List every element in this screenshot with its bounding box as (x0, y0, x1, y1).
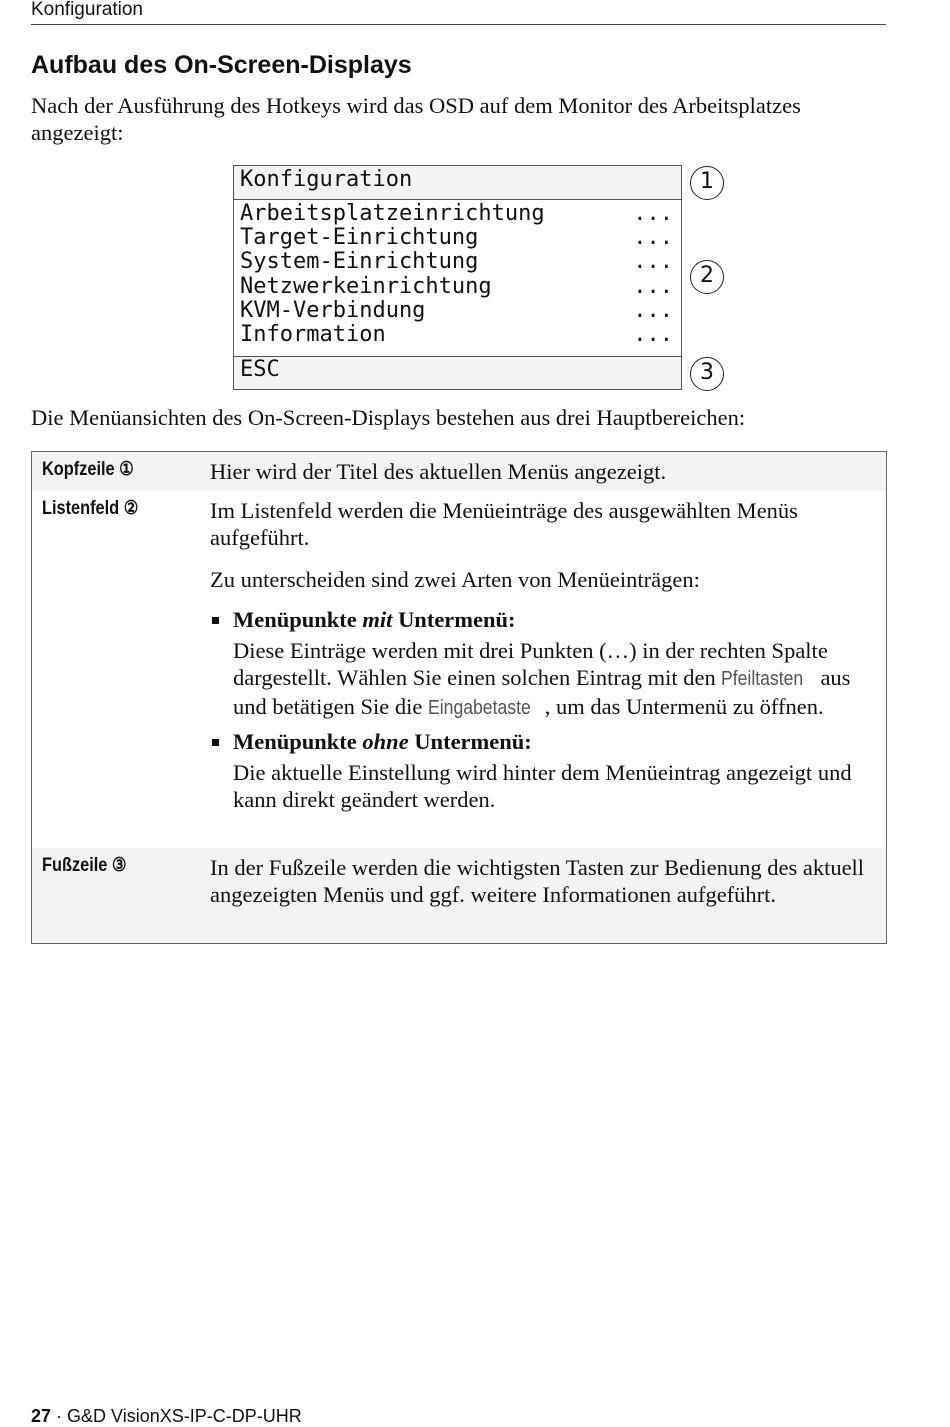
description-listenfeld (210, 497, 878, 813)
osd-item-dots: ... (633, 201, 673, 226)
summary-paragraph: Die Menüansichten des On-Screen-Displays bestehen aus drei Hauptbereichen: (31, 405, 746, 430)
osd-item (234, 226, 681, 250)
term-fusszeile: Fußzeile ③ (42, 855, 127, 876)
listenfeld-text-2: Zu unterscheiden sind zwei Arten von Menüeinträgen: (210, 567, 700, 592)
footer-separator: · (51, 1406, 68, 1426)
osd-item-dots: ... (633, 273, 673, 299)
running-head: Konfiguration (31, 0, 886, 25)
description-fusszeile (210, 854, 878, 908)
callout-1: 1 (690, 166, 724, 200)
osd-item-label: KVM-Verbindung (240, 297, 426, 323)
intro-paragraph: Nach der Ausführung des Hotkeys wird das OSD auf dem Monitor des Arbeitsplatzes angezeigt: (31, 93, 801, 145)
bullet-square-icon (212, 617, 219, 624)
bullet-body: Die aktuelle Einstellung wird hinter dem Menüeintrag angezeigt und kann direkt geändert werden. (233, 760, 852, 812)
osd-item-label: Information (240, 321, 386, 347)
osd-header: Konfiguration (234, 166, 681, 200)
bullet-square-icon (212, 739, 219, 746)
osd-item-label: Arbeitsplatzeinrichtung (240, 201, 545, 226)
definition-row-kopfzeile (32, 452, 886, 491)
definition-row-listenfeld (32, 491, 886, 848)
key-enter: Eingabetaste (427, 697, 531, 719)
osd-item (234, 202, 681, 226)
definitions-table (31, 451, 887, 944)
osd-list (234, 202, 681, 356)
bullet-body: Diese Einträge werden mit drei Punkten (…) in der rechten Spalte dargestellt. Wählen Sie einen solchen Eintrag mit den Pfeiltasten aus und betätigen Sie die Eingabetaste , um das Untermenü zu öffnen. (233, 637, 878, 722)
fusszeile-text: In der Fußzeile werden die wichtigsten Tasten zur Bedienung des aktuell angezeigten Menüs und ggf. weitere Informationen aufgeführt. (210, 855, 865, 907)
bullet-with-submenu (210, 606, 878, 722)
osd-item-dots: ... (633, 249, 673, 275)
osd-screen (233, 165, 682, 390)
definition-row-fusszeile (32, 848, 886, 943)
osd-item-label: Target-Einrichtung (240, 225, 479, 251)
bullet-heading: Menüpunkte mit Untermenü: (233, 607, 516, 632)
page-footer (31, 1406, 302, 1426)
product-name: G&D VisionXS-IP-C-DP-UHR (67, 1406, 302, 1426)
osd-item-dots: ... (633, 321, 673, 347)
osd-footer: ESC (234, 356, 681, 389)
section-title: Aufbau des On-Screen-Displays (31, 51, 412, 79)
osd-item-dots: ... (633, 225, 673, 251)
osd-item (234, 250, 681, 274)
callout-2: 2 (690, 260, 724, 294)
listenfeld-text: Im Listenfeld werden die Menüeinträge des ausgewählten Menüs aufgeführt. (210, 498, 798, 550)
osd-item (234, 299, 681, 323)
kopfzeile-text: Hier wird der Titel des aktuellen Menüs angezeigt. (210, 459, 667, 484)
osd-item-label: Netzwerkeinrichtung (240, 273, 492, 299)
term-kopfzeile: Kopfzeile ① (42, 459, 134, 480)
term-listenfeld: Listenfeld ② (42, 498, 139, 519)
osd-item (234, 323, 681, 347)
page-number: 27 (31, 1406, 52, 1426)
osd-item-dots: ... (633, 297, 673, 323)
osd-item (234, 275, 681, 299)
osd-item-label: System-Einrichtung (240, 249, 479, 275)
bullet-heading: Menüpunkte ohne Untermenü: (233, 729, 532, 754)
callout-3: 3 (690, 357, 724, 391)
bullet-without-submenu (210, 728, 878, 813)
description-kopfzeile (210, 458, 878, 485)
key-arrow-keys: Pfeiltasten (721, 668, 804, 690)
